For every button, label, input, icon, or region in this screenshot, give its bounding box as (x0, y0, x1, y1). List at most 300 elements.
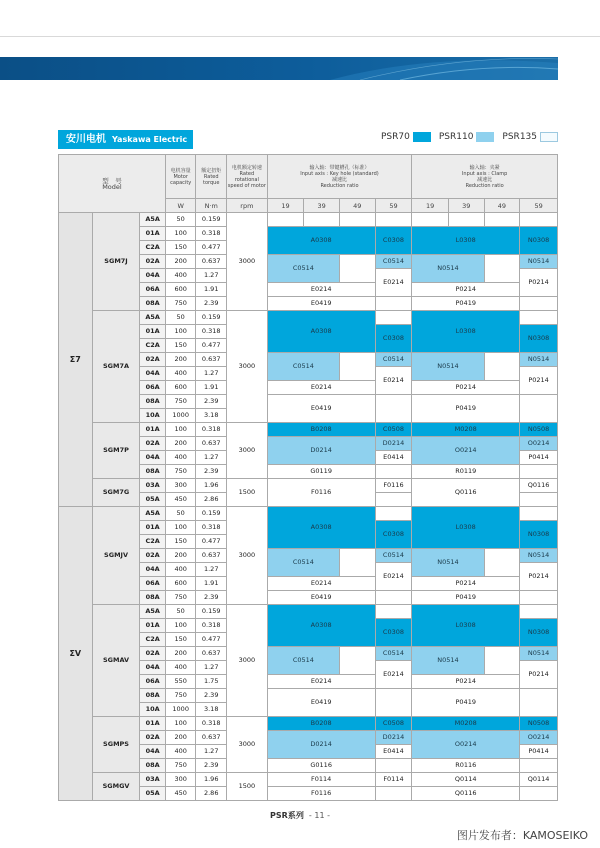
empty-cell (520, 213, 558, 227)
reducer-code: E0419 (267, 591, 375, 605)
header-clamp (412, 155, 558, 199)
motor-code: 06A (140, 283, 165, 297)
rated-torque: 0.477 (196, 241, 227, 255)
unit-torque: N·m (196, 199, 227, 213)
reducer-code: C0514 (267, 353, 339, 381)
motor-code: 01A (140, 619, 165, 633)
empty-cell (375, 759, 412, 773)
motor-code: 04A (140, 661, 165, 675)
reducer-code: L0308 (412, 311, 520, 353)
reducer-code: E0214 (375, 661, 412, 689)
rated-torque: 1.27 (196, 745, 227, 759)
reducer-code: A0308 (267, 227, 375, 255)
reducer-code: D0214 (267, 731, 375, 759)
reducer-code: O0214 (520, 437, 558, 451)
rated-torque: 1.91 (196, 283, 227, 297)
reducer-code: N0514 (520, 255, 558, 269)
rated-torque: 1.96 (196, 479, 227, 493)
rated-torque: 0.637 (196, 549, 227, 563)
empty-cell (520, 787, 558, 801)
rated-torque: 0.318 (196, 423, 227, 437)
ratio-39: 39 (304, 199, 340, 213)
rated-speed: 3000 (227, 423, 268, 479)
header-capacity (165, 155, 196, 199)
empty-cell (448, 213, 484, 227)
motor-code: 01A (140, 717, 165, 731)
motor-code: 06A (140, 577, 165, 591)
motor-code: 08A (140, 395, 165, 409)
reducer-code: N0308 (520, 227, 558, 255)
rated-torque: 0.477 (196, 339, 227, 353)
reducer-code: C0514 (375, 647, 412, 661)
banner-swoosh (0, 57, 558, 80)
reducer-code: P0419 (412, 297, 520, 311)
reducer-code: G0119 (267, 465, 375, 479)
motor-capacity: 600 (165, 577, 196, 591)
reducer-code: N0308 (520, 619, 558, 647)
reducer-code: E0214 (267, 381, 375, 395)
reducer-code: A0308 (267, 311, 375, 353)
reducer-code: E0419 (267, 395, 375, 423)
rated-torque: 2.39 (196, 689, 227, 703)
ratio-59: 59 (520, 199, 558, 213)
motor-capacity: 100 (165, 325, 196, 339)
empty-cell (520, 311, 558, 325)
reducer-code: C0308 (375, 521, 412, 549)
header-speed (227, 155, 268, 199)
reducer-code: N0514 (520, 647, 558, 661)
motor-capacity: 750 (165, 591, 196, 605)
reducer-code: E0214 (375, 563, 412, 591)
empty-cell (520, 507, 558, 521)
rated-torque: 1.27 (196, 563, 227, 577)
rated-torque: 0.477 (196, 535, 227, 549)
rated-torque: 2.39 (196, 297, 227, 311)
table-row (59, 773, 558, 787)
header-torque (196, 155, 227, 199)
header-model (59, 155, 166, 213)
motor-code: 06A (140, 675, 165, 689)
reducer-code: P0214 (412, 283, 520, 297)
legend-psr110 (439, 132, 495, 142)
rated-torque: 0.159 (196, 311, 227, 325)
empty-cell (520, 759, 558, 773)
reducer-code: B0208 (267, 717, 375, 731)
header-ratio-cn: 减速比 (331, 176, 347, 183)
motor-code: 02A (140, 353, 165, 367)
reducer-code: C0508 (375, 717, 412, 731)
reducer-code: O0214 (520, 731, 558, 745)
motor-code: 06A (140, 381, 165, 395)
reducer-code: F0116 (267, 787, 375, 801)
ratio-19: 19 (267, 199, 304, 213)
motor-capacity: 750 (165, 395, 196, 409)
rated-torque: 0.637 (196, 731, 227, 745)
rated-torque: 1.27 (196, 367, 227, 381)
motor-code: 04A (140, 269, 165, 283)
motor-code: 04A (140, 563, 165, 577)
reducer-code: F0116 (375, 479, 412, 493)
header-ratio-cn: 减速比 (477, 176, 493, 183)
reducer-code: C0514 (375, 255, 412, 269)
rated-torque: 0.637 (196, 255, 227, 269)
reducer-code: L0308 (412, 507, 520, 549)
empty-cell (520, 605, 558, 619)
motor-code: A5A (140, 605, 165, 619)
motor-code: A5A (140, 213, 165, 227)
reducer-code: P0419 (412, 395, 520, 423)
rated-torque: 0.318 (196, 619, 227, 633)
publisher-credit: 图片发布者：KAMOSEIKO (456, 829, 588, 842)
empty-cell (340, 647, 376, 675)
rated-torque: 2.39 (196, 591, 227, 605)
series-legend (373, 132, 558, 142)
reducer-code: M0208 (412, 423, 520, 437)
rated-torque: 0.159 (196, 605, 227, 619)
motor-code: 01A (140, 423, 165, 437)
header-capacity-en: Motor capacity (170, 173, 192, 186)
empty-cell (340, 549, 376, 577)
motor-capacity: 100 (165, 717, 196, 731)
rated-torque: 2.86 (196, 493, 227, 507)
reducer-code: A0308 (267, 605, 375, 647)
motor-capacity: 200 (165, 255, 196, 269)
motor-capacity: 50 (165, 605, 196, 619)
table-row (59, 507, 558, 521)
motor-code: 04A (140, 451, 165, 465)
reducer-code: R0116 (412, 759, 520, 773)
compatibility-table (58, 154, 558, 801)
empty-cell (375, 605, 412, 619)
empty-cell (375, 591, 412, 605)
motor-capacity: 200 (165, 437, 196, 451)
model-name: SGMGV (92, 773, 140, 801)
empty-cell (484, 549, 520, 577)
empty-cell (484, 353, 520, 381)
empty-cell (520, 591, 558, 605)
reducer-code: P0419 (412, 689, 520, 717)
page-footer (0, 810, 600, 821)
ratio-39: 39 (448, 199, 484, 213)
empty-cell (375, 689, 412, 717)
rated-torque: 1.96 (196, 773, 227, 787)
reducer-code: C0308 (375, 619, 412, 647)
motor-capacity: 1000 (165, 703, 196, 717)
motor-capacity: 50 (165, 507, 196, 521)
top-rule (0, 36, 600, 37)
reducer-code: Q0114 (412, 773, 520, 787)
motor-capacity: 550 (165, 675, 196, 689)
rated-speed: 3000 (227, 717, 268, 773)
reducer-code: N0308 (520, 521, 558, 549)
empty-cell (375, 395, 412, 423)
reducer-code: P0414 (520, 451, 558, 465)
empty-cell (484, 213, 520, 227)
motor-capacity: 1000 (165, 409, 196, 423)
rated-torque: 1.27 (196, 269, 227, 283)
empty-cell (267, 213, 304, 227)
motor-capacity: 750 (165, 689, 196, 703)
motor-capacity: 300 (165, 479, 196, 493)
reducer-code: Q0116 (412, 787, 520, 801)
header-clamp-en: Input axis : Clamp (461, 170, 508, 177)
rated-torque: 0.318 (196, 227, 227, 241)
motor-capacity: 200 (165, 353, 196, 367)
table-row (59, 605, 558, 619)
empty-cell (412, 213, 449, 227)
reducer-code: C0514 (375, 353, 412, 367)
motor-code: 08A (140, 689, 165, 703)
rated-torque: 1.75 (196, 675, 227, 689)
footer-series: PSR系列 (270, 811, 304, 820)
header-keyhole-cn: 输入轴：带键槽孔（标准） (309, 164, 370, 171)
model-name: SGMAV (92, 605, 140, 717)
reducer-code: N0308 (520, 325, 558, 353)
rated-torque: 0.477 (196, 633, 227, 647)
reducer-code: D0214 (375, 731, 412, 745)
reducer-code: E0214 (267, 283, 375, 297)
reducer-code: N0514 (520, 549, 558, 563)
model-name: SGM7A (92, 311, 140, 423)
empty-cell (375, 465, 412, 479)
reducer-code: P0214 (520, 563, 558, 591)
motor-code: 08A (140, 465, 165, 479)
legend-psr70 (381, 132, 431, 142)
rated-speed: 1500 (227, 479, 268, 507)
reducer-code: O0214 (412, 731, 520, 759)
motor-capacity: 750 (165, 465, 196, 479)
table-row (59, 717, 558, 731)
motor-capacity: 150 (165, 339, 196, 353)
motor-capacity: 450 (165, 787, 196, 801)
motor-capacity: 100 (165, 521, 196, 535)
reducer-code: N0508 (520, 423, 558, 437)
reducer-code: Q0116 (412, 479, 520, 507)
motor-capacity: 400 (165, 661, 196, 675)
motor-code: A5A (140, 311, 165, 325)
legend-psr135 (502, 132, 558, 142)
rated-torque: 0.637 (196, 647, 227, 661)
reducer-code: D0214 (375, 437, 412, 451)
reducer-code: N0508 (520, 717, 558, 731)
reducer-code: E0419 (267, 297, 375, 311)
rated-torque: 0.159 (196, 213, 227, 227)
empty-cell (520, 689, 558, 717)
reducer-code: E0214 (267, 675, 375, 689)
reducer-code: N0514 (412, 255, 484, 283)
reducer-code: M0208 (412, 717, 520, 731)
motor-code: 02A (140, 731, 165, 745)
table-row (59, 479, 558, 493)
motor-code: 05A (140, 493, 165, 507)
reducer-code: O0214 (412, 437, 520, 465)
legend-label: PSR110 (438, 132, 474, 142)
rated-torque: 1.27 (196, 661, 227, 675)
reducer-code: B0208 (267, 423, 375, 437)
reducer-code: C0508 (375, 423, 412, 437)
empty-cell (340, 255, 376, 283)
reducer-code: C0308 (375, 227, 412, 255)
brand-en: Yaskawa Electric (112, 135, 188, 144)
rated-torque: 0.318 (196, 325, 227, 339)
motor-capacity: 50 (165, 311, 196, 325)
motor-capacity: 50 (165, 213, 196, 227)
motor-code: C2A (140, 633, 165, 647)
reducer-code: Q0116 (520, 479, 558, 493)
motor-capacity: 200 (165, 647, 196, 661)
header-model-cn: 型 号 (102, 176, 122, 185)
reducer-code: C0514 (375, 549, 412, 563)
motor-code: 02A (140, 549, 165, 563)
rated-torque: 0.637 (196, 437, 227, 451)
motor-code: 03A (140, 479, 165, 493)
rated-torque: 2.39 (196, 465, 227, 479)
brand-cn: 安川电机 (66, 134, 106, 145)
reducer-code: P0414 (520, 745, 558, 759)
motor-code: 02A (140, 437, 165, 451)
page-number: - 11 - (308, 811, 330, 820)
reducer-code: N0514 (412, 647, 484, 675)
model-name: SGM7P (92, 423, 140, 479)
empty-cell (375, 493, 412, 507)
header-ratio-en: Reduction ratio (320, 182, 359, 189)
reducer-code: E0214 (267, 577, 375, 591)
reducer-code: A0308 (267, 507, 375, 549)
motor-capacity: 150 (165, 633, 196, 647)
legend-label: PSR135 (502, 132, 537, 142)
motor-code: 04A (140, 745, 165, 759)
motor-code: 10A (140, 703, 165, 717)
empty-cell (520, 395, 558, 423)
motor-capacity: 400 (165, 745, 196, 759)
header-torque-en: Rated torque (203, 173, 220, 186)
header-keyhole-en: Input axis : Key hole (standard) (300, 170, 379, 177)
rated-torque: 1.91 (196, 577, 227, 591)
reducer-code: F0114 (375, 773, 412, 787)
model-name: SGM7J (92, 213, 140, 311)
reducer-code: C0514 (267, 255, 339, 283)
motor-code: C2A (140, 535, 165, 549)
reducer-code: E0414 (375, 745, 412, 759)
rated-torque: 2.39 (196, 395, 227, 409)
rated-torque: 0.159 (196, 507, 227, 521)
rated-speed: 3000 (227, 507, 268, 605)
reducer-code: F0114 (267, 773, 375, 787)
motor-code: A5A (140, 507, 165, 521)
header-keyhole (267, 155, 412, 199)
reducer-code: N0514 (520, 353, 558, 367)
empty-cell (304, 213, 340, 227)
series-group: ΣV (59, 507, 93, 801)
motor-capacity: 750 (165, 759, 196, 773)
reducer-code: P0214 (520, 367, 558, 395)
motor-code: 08A (140, 591, 165, 605)
motor-capacity: 400 (165, 367, 196, 381)
ratio-49: 49 (340, 199, 376, 213)
rated-torque: 0.637 (196, 353, 227, 367)
empty-cell (520, 465, 558, 479)
unit-capacity: W (165, 199, 196, 213)
series-group: Σ7 (59, 213, 93, 507)
header-torque-cn: 额定扭矩 (201, 167, 222, 174)
reducer-code: N0514 (412, 353, 484, 381)
rated-speed: 1500 (227, 773, 268, 801)
motor-code: 08A (140, 759, 165, 773)
motor-code: 03A (140, 773, 165, 787)
header-banner (0, 57, 558, 80)
rated-torque: 1.27 (196, 451, 227, 465)
header-capacity-cn: 电机容量 (170, 167, 191, 174)
motor-capacity: 150 (165, 535, 196, 549)
reducer-code: E0419 (267, 689, 375, 717)
motor-capacity: 200 (165, 731, 196, 745)
reducer-code: C0514 (267, 647, 339, 675)
rated-torque: 0.318 (196, 717, 227, 731)
rated-torque: 0.318 (196, 521, 227, 535)
empty-cell (375, 311, 412, 325)
reducer-code: C0514 (267, 549, 339, 577)
reducer-code: E0214 (375, 367, 412, 395)
legend-swatch (476, 132, 494, 142)
empty-cell (520, 493, 558, 507)
motor-capacity: 450 (165, 493, 196, 507)
rated-torque: 3.18 (196, 703, 227, 717)
model-name: SGM7G (92, 479, 140, 507)
empty-cell (375, 507, 412, 521)
header-speed-en: Rated rotational speed of motor (227, 170, 266, 189)
motor-code: 01A (140, 227, 165, 241)
reducer-code: E0414 (375, 451, 412, 465)
motor-code: 02A (140, 255, 165, 269)
rated-speed: 3000 (227, 311, 268, 423)
model-name: SGMPS (92, 717, 140, 773)
ratio-59: 59 (375, 199, 412, 213)
table-row (59, 311, 558, 325)
motor-capacity: 150 (165, 241, 196, 255)
rated-torque: 2.39 (196, 759, 227, 773)
motor-capacity: 100 (165, 423, 196, 437)
motor-capacity: 400 (165, 563, 196, 577)
model-name: SGMJV (92, 507, 140, 605)
empty-cell (340, 213, 376, 227)
empty-cell (375, 213, 412, 227)
empty-cell (484, 255, 520, 283)
reducer-code: P0214 (412, 381, 520, 395)
empty-cell (375, 297, 412, 311)
reducer-code: Q0114 (520, 773, 558, 787)
motor-code: 01A (140, 521, 165, 535)
ratio-19: 19 (412, 199, 449, 213)
rated-torque: 2.86 (196, 787, 227, 801)
motor-code: 04A (140, 367, 165, 381)
motor-capacity: 600 (165, 283, 196, 297)
header-ratio-en: Reduction ratio (465, 182, 504, 189)
reducer-code: E0214 (375, 269, 412, 297)
reducer-code: P0214 (520, 269, 558, 297)
legend-label: PSR70 (380, 132, 410, 142)
motor-code: 02A (140, 647, 165, 661)
unit-speed: rpm (227, 199, 268, 213)
rated-torque: 1.91 (196, 381, 227, 395)
reducer-code: P0419 (412, 591, 520, 605)
ratio-49: 49 (484, 199, 520, 213)
reducer-code: C0308 (375, 325, 412, 353)
motor-code: C2A (140, 241, 165, 255)
reducer-code: D0214 (267, 437, 375, 465)
motor-capacity: 400 (165, 451, 196, 465)
header-model-en: Model (102, 182, 122, 191)
reducer-code: L0308 (412, 227, 520, 255)
